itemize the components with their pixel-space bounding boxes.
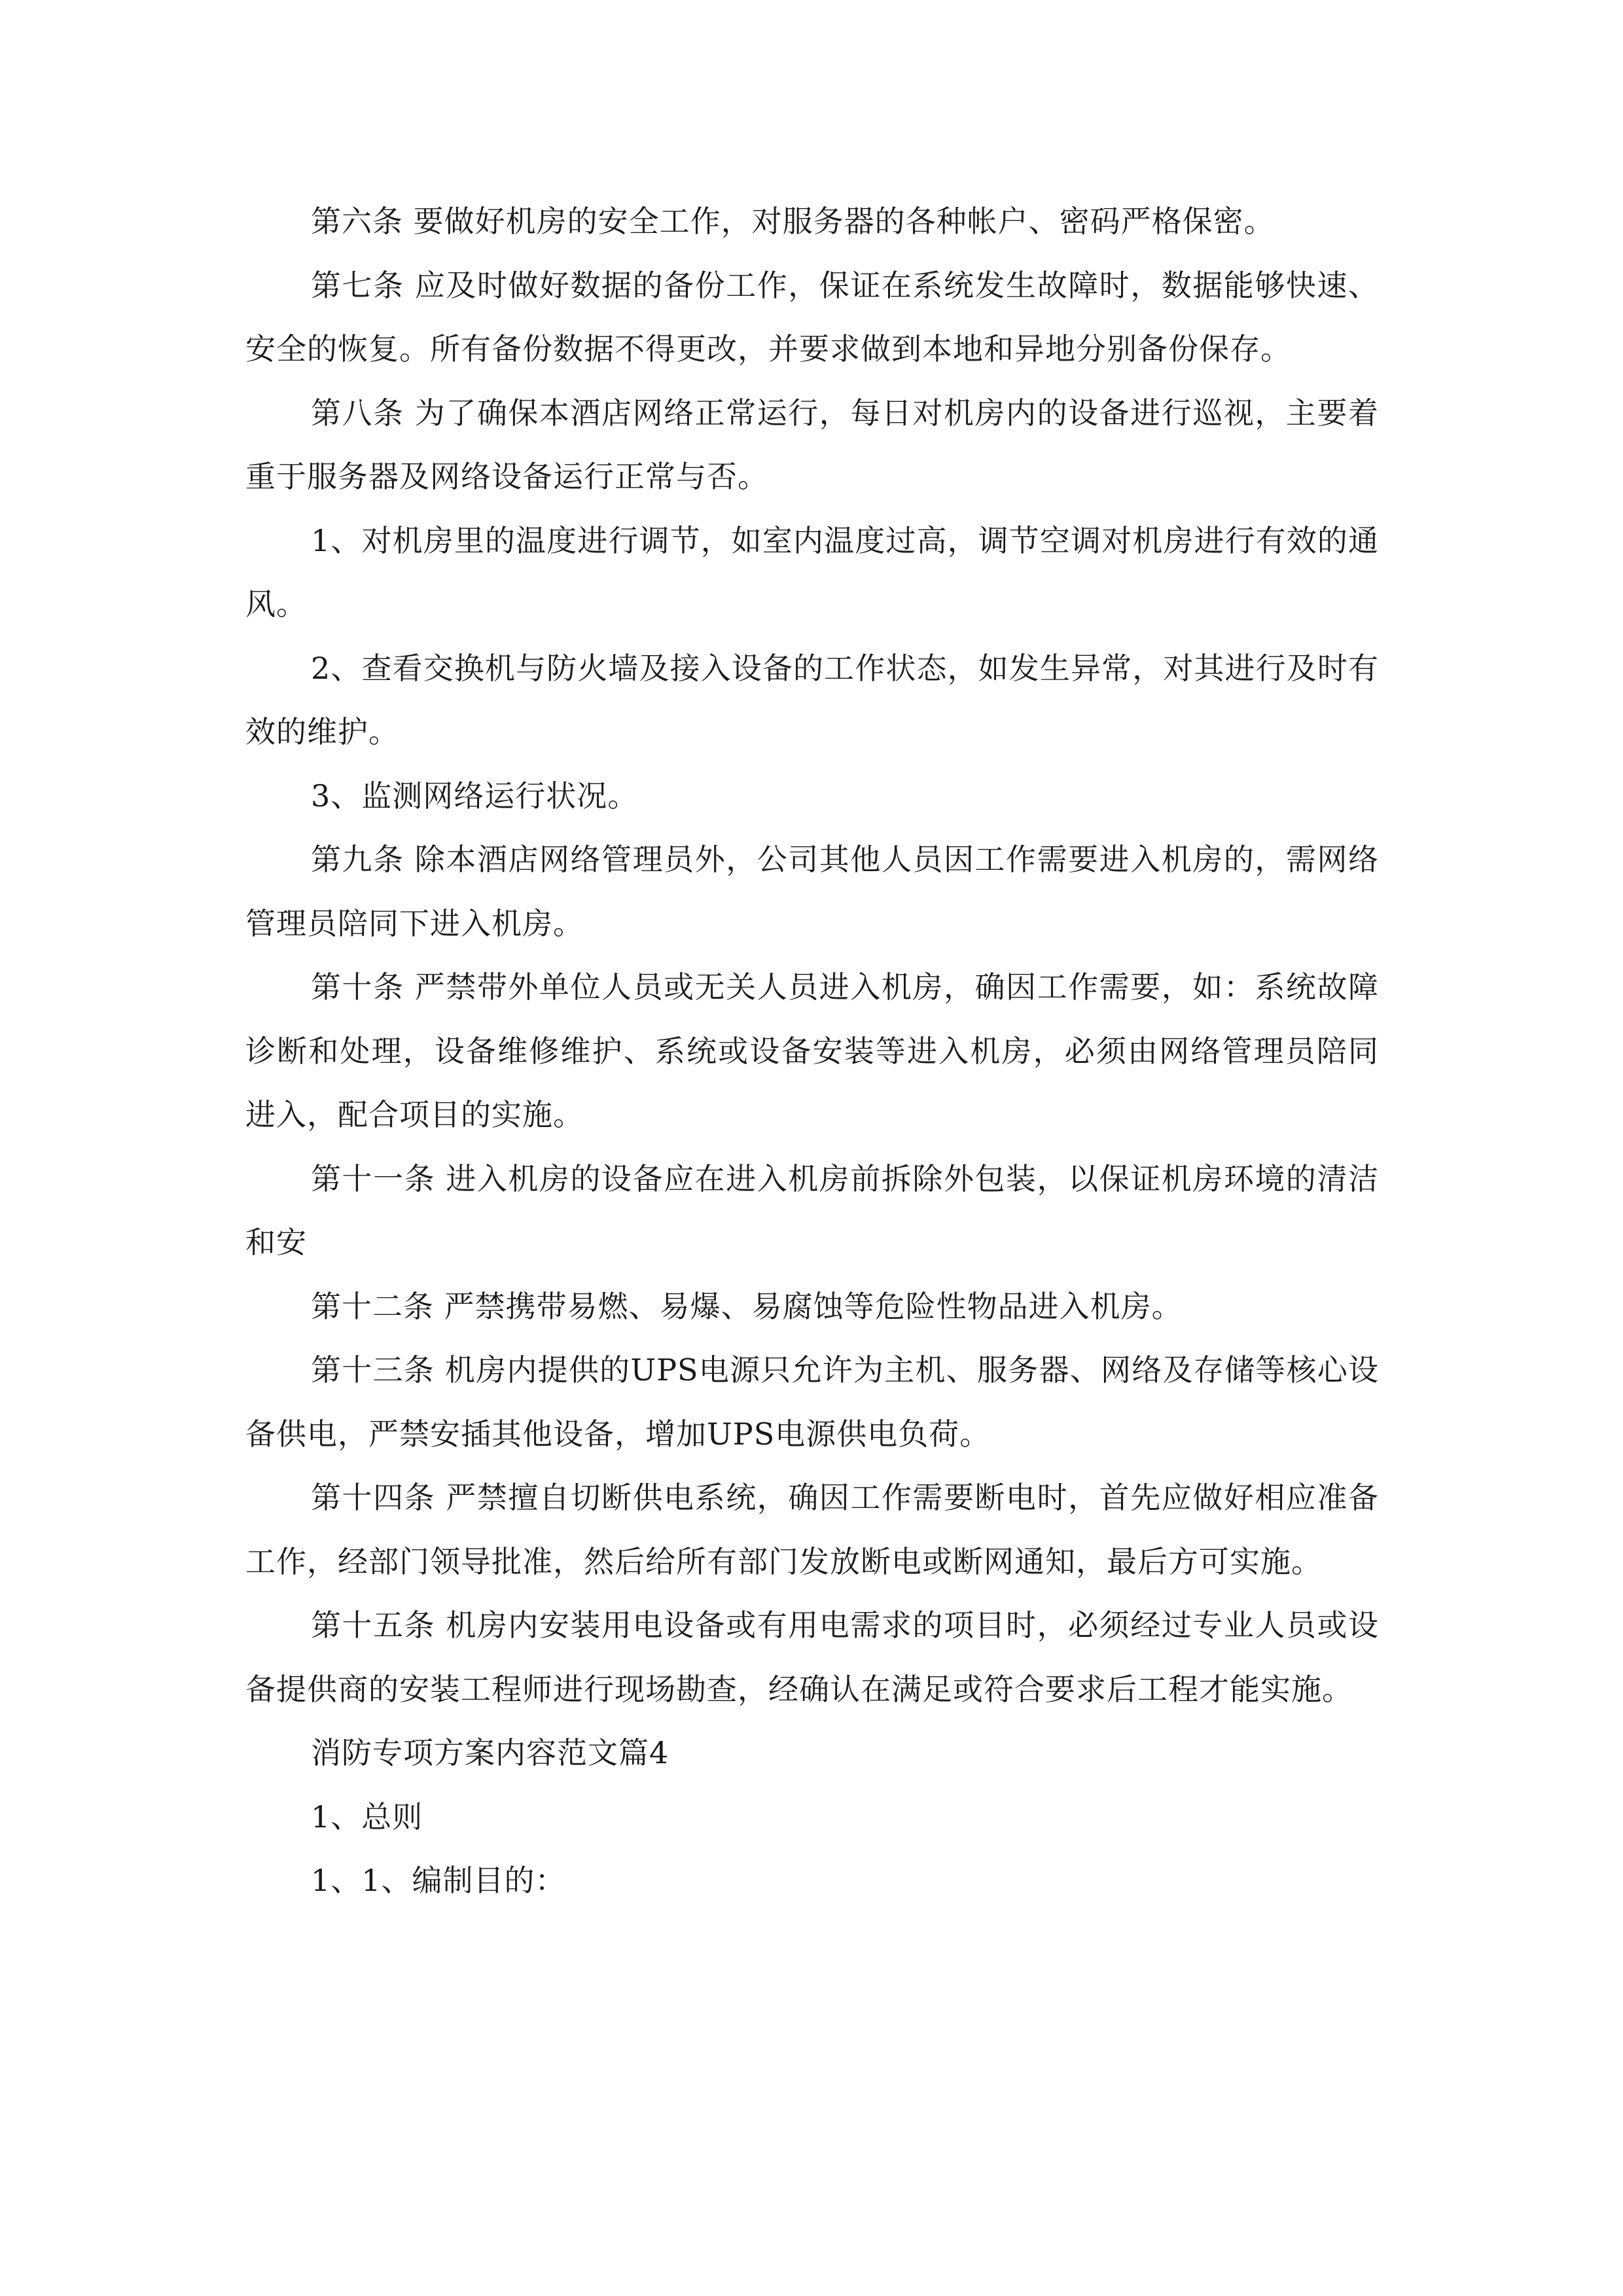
paragraph-article-8: 第八条 为了确保本酒店网络正常运行，每日对机房内的设备进行巡视，主要着重于服务器及网络设备运行正常与否。	[245, 395, 1379, 494]
paragraph-item-1: 1、对机房里的温度进行调节，如室内温度过高，调节空调对机房进行有效的通风。	[245, 522, 1379, 622]
section-heading: 消防专项方案内容范文篇4	[311, 1735, 669, 1770]
subsection-purpose: 1、1、编制目的：	[311, 1863, 566, 1898]
paragraph-article-6: 第六条 要做好机房的安全工作，对服务器的各种帐户、密码严格保密。	[311, 204, 1275, 239]
paragraph-article-14: 第十四条 严禁擅自切断供电系统，确因工作需要断电时，首先应做好相应准备工作，经部门领导批准，然后给所有部门发放断电或断网通知，最后方可实施。	[245, 1480, 1379, 1579]
paragraph-item-2: 2、查看交换机与防火墙及接入设备的工作状态，如发生异常，对其进行及时有效的维护。	[245, 650, 1379, 749]
document-body	[245, 190, 1379, 1913]
paragraph-article-7: 第七条 应及时做好数据的备份工作，保证在系统发生故障时，数据能够快速、安全的恢复。所有备份数据不得更改，并要求做到本地和异地分别备份保存。	[245, 267, 1379, 367]
paragraph-item-3: 3、监测网络运行状况。	[311, 778, 639, 814]
paragraph-article-9: 第九条 除本酒店网络管理员外，公司其他人员因工作需要进入机房的，需网络管理员陪同下进入机房。	[245, 842, 1379, 941]
paragraph-article-11: 第十一条 进入机房的设备应在进入机房前拆除外包装，以保证机房环境的清洁和安	[245, 1160, 1379, 1260]
paragraph-article-10: 第十条 严禁带外单位人员或无关人员进入机房，确因工作需要，如：系统故障诊断和处理，设备维修维护、系统或设备安装等进入机房，必须由网络管理员陪同进入，配合项目的实施。	[245, 969, 1379, 1132]
paragraph-article-15: 第十五条 机房内安装用电设备或有用电需求的项目时，必须经过专业人员或设备提供商的安装工程师进行现场勘查，经确认在满足或符合要求后工程才能实施。	[245, 1607, 1379, 1707]
subsection-general: 1、总则	[311, 1799, 423, 1835]
paragraph-article-13: 第十三条 机房内提供的UPS电源只允许为主机、服务器、网络及存储等核心设备供电，严禁安插其他设备，增加UPS电源供电负荷。	[245, 1352, 1379, 1452]
paragraph-article-12: 第十二条 严禁携带易燃、易爆、易腐蚀等危险性物品进入机房。	[311, 1288, 1183, 1324]
